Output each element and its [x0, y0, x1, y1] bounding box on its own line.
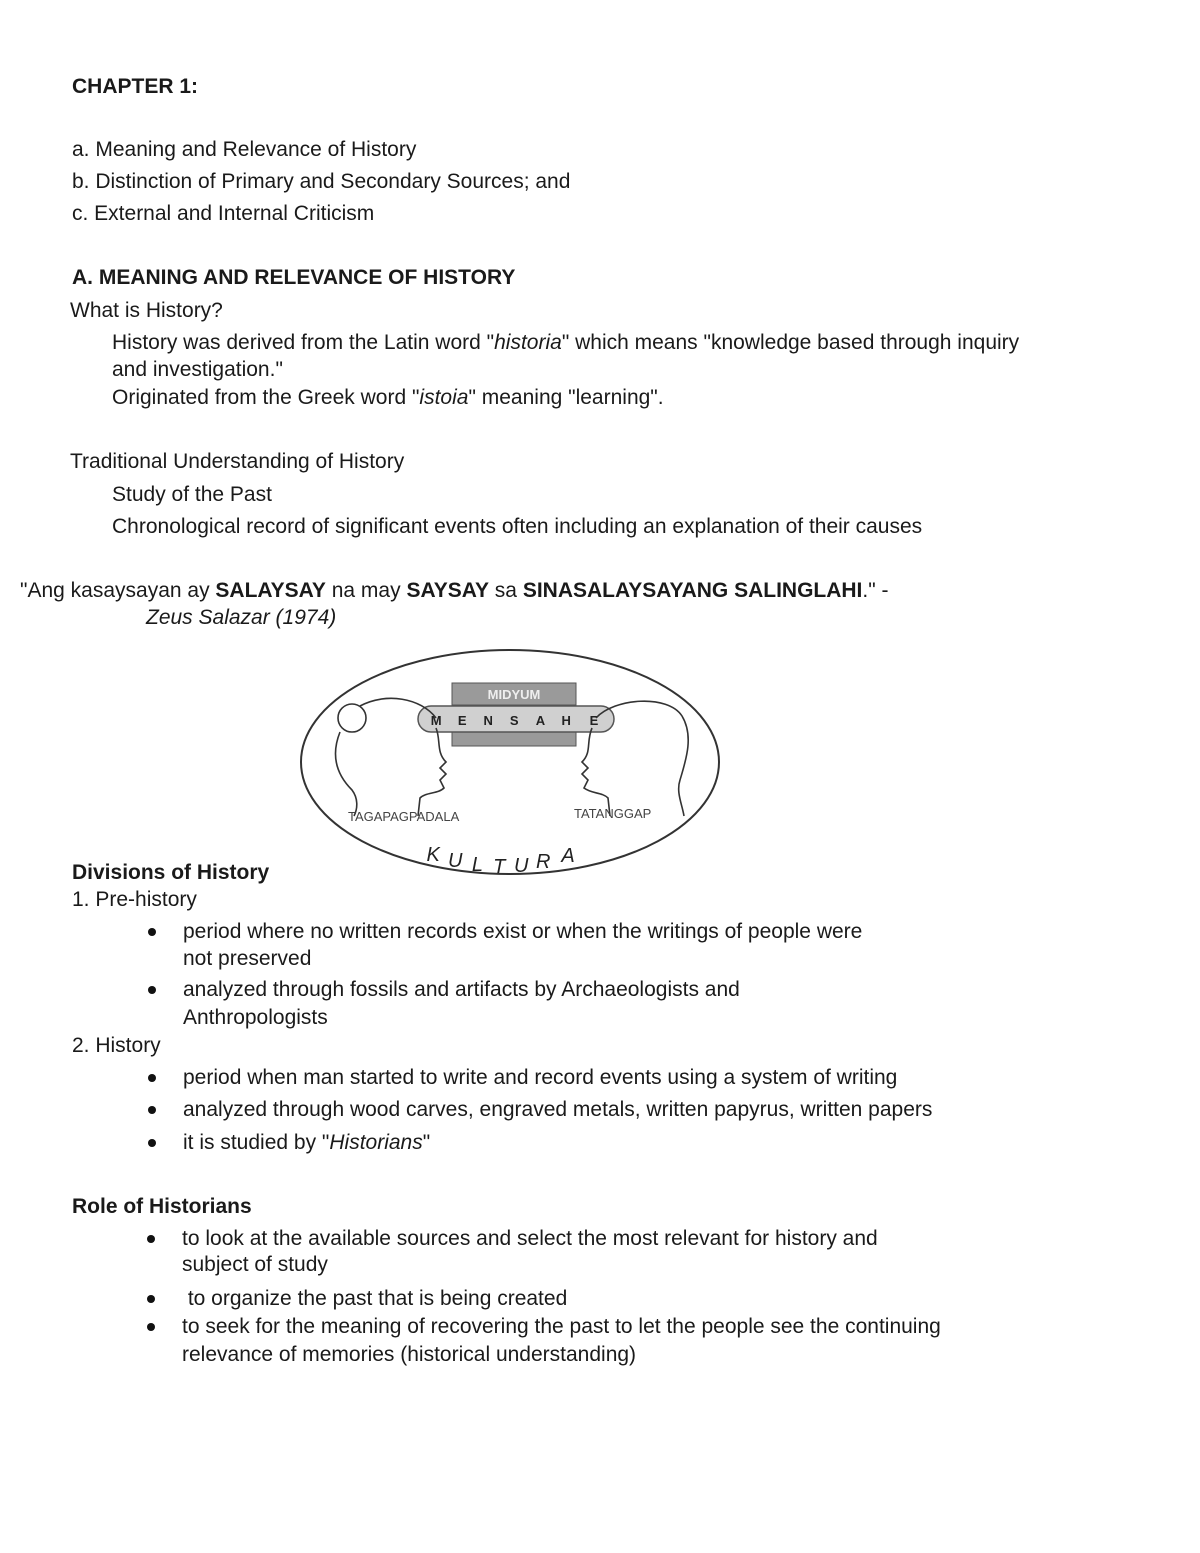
bullet-icon — [148, 1074, 156, 1082]
division-2-point-2: analyzed through wood carves, engraved metals, written papyrus, written papers — [183, 1098, 933, 1121]
outline-item-c: c. External and Internal Criticism — [72, 202, 375, 225]
role-2: to organize the past that is being created — [182, 1287, 568, 1310]
what-is-history: What is History? — [70, 299, 223, 322]
bullet-icon — [147, 1323, 155, 1331]
outline-item-b: b. Distinction of Primary and Secondary Sources; and — [72, 170, 571, 193]
bullet-icon — [148, 1106, 156, 1114]
role-3: to seek for the meaning of recovering the past to let the people see the continuing — [182, 1315, 941, 1338]
division-1: 1. Pre-history — [72, 888, 197, 911]
division-1-point-2: analyzed through fossils and artifacts by Archaeologists and — [183, 978, 740, 1001]
roles-heading: Role of Historians — [72, 1195, 252, 1218]
bullet-icon — [148, 1139, 156, 1147]
section-a-heading: A. MEANING AND RELEVANCE OF HISTORY — [72, 266, 516, 289]
communication-diagram — [296, 640, 736, 884]
midyum-label: MIDYUM — [487, 687, 541, 702]
definition-latin: History was derived from the Latin word "historia" which means "knowledge based through inquiry — [112, 331, 1020, 354]
quote-author: Zeus Salazar (1974) — [146, 606, 337, 629]
receiver-label: TATANGGAP — [574, 806, 652, 821]
outline-item-a: a. Meaning and Relevance of History — [72, 138, 417, 161]
traditional-heading: Traditional Understanding of History — [70, 450, 405, 473]
division-2: 2. History — [72, 1034, 161, 1057]
chapter-title: CHAPTER 1: — [72, 75, 199, 98]
sender-label: TAGAPAGPADALA — [348, 809, 460, 824]
bullet-icon — [148, 928, 156, 936]
role-1-cont: subject of study — [182, 1253, 328, 1276]
role-3-cont: relevance of memories (historical understanding) — [182, 1343, 637, 1366]
kultura-label: K U L T U R A — [426, 844, 575, 878]
traditional-item-1: Study of the Past — [112, 483, 272, 506]
svg-text:M E N S A: M E N S A H E — [430, 713, 599, 728]
divisions-heading: Divisions of History — [72, 861, 270, 884]
definition-latin-cont: and investigation." — [112, 358, 283, 381]
division-1-point-1-cont: not preserved — [183, 947, 312, 970]
role-1: to look at the available sources and select the most relevant for history and — [182, 1227, 878, 1250]
division-2-point-3: it is studied by "Historians" — [183, 1131, 431, 1154]
division-1-point-1: period where no written records exist or when the writings of people were — [183, 920, 863, 943]
salazar-quote: "Ang kasaysayan ay SALAYSAY na may SAYSAY sa SINASALAYSAYANG SALINGLAHI." - — [20, 579, 889, 602]
bullet-icon — [147, 1295, 155, 1303]
division-2-point-1: period when man started to write and record events using a system of writing — [183, 1066, 898, 1089]
bullet-icon — [148, 986, 156, 994]
definition-greek: Originated from the Greek word "istoia" meaning "learning". — [112, 386, 664, 409]
bullet-icon — [147, 1235, 155, 1243]
traditional-item-2: Chronological record of significant events often including an explanation of their causes — [112, 515, 923, 538]
division-1-point-2-cont: Anthropologists — [183, 1006, 328, 1029]
